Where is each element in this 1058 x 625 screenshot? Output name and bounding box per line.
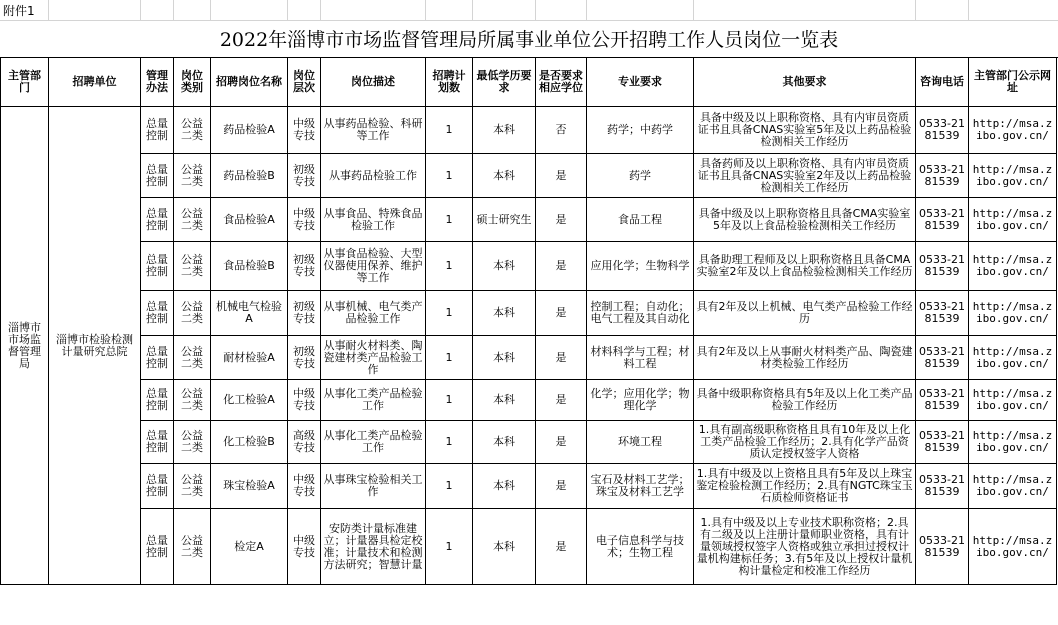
mgmt-cell: 总量控制: [141, 421, 174, 464]
col-header: 专业要求: [587, 58, 694, 107]
position-name-cell: 食品检验B: [211, 242, 288, 291]
level-cell: 高级专技: [288, 421, 321, 464]
education-cell: 本科: [473, 336, 536, 380]
col-header: 岗位类别: [174, 58, 211, 107]
degree-cell: 否: [536, 107, 587, 154]
level-cell: 中级专技: [288, 380, 321, 421]
major-cell: 药学: [587, 154, 694, 198]
mgmt-cell: 总量控制: [141, 242, 174, 291]
category-cell: 公益二类: [174, 380, 211, 421]
degree-cell: 是: [536, 464, 587, 509]
phone-cell: 0533-2181539: [916, 421, 969, 464]
table-row: [1, 154, 1057, 198]
col-header: 岗位描述: [321, 58, 426, 107]
plan-count-cell: 1: [426, 242, 473, 291]
position-name-cell: 食品检验A: [211, 198, 288, 242]
table-row: [1, 198, 1057, 242]
position-name-cell: 药品检验B: [211, 154, 288, 198]
description-cell: 从事珠宝检验相关工作: [321, 464, 426, 509]
mgmt-cell: 总量控制: [141, 198, 174, 242]
url-cell: http://msa.zibo.gov.cn/: [969, 336, 1057, 380]
url-cell: http://msa.zibo.gov.cn/: [969, 380, 1057, 421]
table-row: [1, 509, 1057, 585]
other-requirements-cell: 具备中级及以上职称资格且具备CMA实验室5年及以上食品检验检测相关工作经历: [694, 198, 916, 242]
level-cell: 中级专技: [288, 509, 321, 585]
category-cell: 公益二类: [174, 509, 211, 585]
url-cell: http://msa.zibo.gov.cn/: [969, 291, 1057, 336]
category-cell: 公益二类: [174, 464, 211, 509]
unit-cell: 淄博市检验检测计量研究总院: [49, 107, 141, 585]
col-header: 是否要求相应学位: [536, 58, 587, 107]
education-cell: 本科: [473, 154, 536, 198]
col-header: 主管部门: [1, 58, 49, 107]
mgmt-cell: 总量控制: [141, 336, 174, 380]
col-header: 其他要求: [694, 58, 916, 107]
degree-cell: 是: [536, 242, 587, 291]
education-cell: 本科: [473, 509, 536, 585]
phone-cell: 0533-2181539: [916, 291, 969, 336]
plan-count-cell: 1: [426, 154, 473, 198]
major-cell: 化学；应用化学；物理化学: [587, 380, 694, 421]
description-cell: 从事化工类产品检验工作: [321, 380, 426, 421]
table-row: [1, 336, 1057, 380]
col-header: 管理办法: [141, 58, 174, 107]
major-cell: 控制工程；自动化；电气工程及其自动化: [587, 291, 694, 336]
description-cell: 安防类计量标准建立；计量器具检定校准；计量技术和检测方法研究；智慧计量: [321, 509, 426, 585]
mgmt-cell: 总量控制: [141, 509, 174, 585]
table-row: [1, 421, 1057, 464]
category-cell: 公益二类: [174, 421, 211, 464]
degree-cell: 是: [536, 198, 587, 242]
category-cell: 公益二类: [174, 242, 211, 291]
url-cell: http://msa.zibo.gov.cn/: [969, 242, 1057, 291]
plan-count-cell: 1: [426, 464, 473, 509]
col-header: 主管部门公示网址: [969, 58, 1057, 107]
major-cell: 环境工程: [587, 421, 694, 464]
position-name-cell: 药品检验A: [211, 107, 288, 154]
col-header: 招聘单位: [49, 58, 141, 107]
plan-count-cell: 1: [426, 421, 473, 464]
major-cell: 食品工程: [587, 198, 694, 242]
url-cell: http://msa.zibo.gov.cn/: [969, 107, 1057, 154]
major-cell: 材料科学与工程；材料工程: [587, 336, 694, 380]
degree-cell: 是: [536, 291, 587, 336]
phone-cell: 0533-2181539: [916, 107, 969, 154]
level-cell: 初级专技: [288, 336, 321, 380]
plan-count-cell: 1: [426, 198, 473, 242]
category-cell: 公益二类: [174, 336, 211, 380]
description-cell: 从事耐火材料类、陶瓷建材类产品检验工作: [321, 336, 426, 380]
col-header: 咨询电话: [916, 58, 969, 107]
mgmt-cell: 总量控制: [141, 107, 174, 154]
url-cell: http://msa.zibo.gov.cn/: [969, 421, 1057, 464]
col-header: 岗位层次: [288, 58, 321, 107]
col-header: 招聘岗位名称: [211, 58, 288, 107]
level-cell: 初级专技: [288, 242, 321, 291]
level-cell: 中级专技: [288, 107, 321, 154]
education-cell: 本科: [473, 107, 536, 154]
education-cell: 本科: [473, 291, 536, 336]
phone-cell: 0533-2181539: [916, 380, 969, 421]
category-cell: 公益二类: [174, 198, 211, 242]
category-cell: 公益二类: [174, 107, 211, 154]
education-cell: 本科: [473, 464, 536, 509]
description-cell: 从事机械、电气类产品检验工作: [321, 291, 426, 336]
table-row: [1, 464, 1057, 509]
other-requirements-cell: 1.具有副高级职称资格且具有10年及以上化工类产品检验工作经历；2.具有化学产品资质认定授权签字人资格: [694, 421, 916, 464]
degree-cell: 是: [536, 421, 587, 464]
major-cell: 应用化学；生物科学: [587, 242, 694, 291]
plan-count-cell: 1: [426, 291, 473, 336]
plan-count-cell: 1: [426, 336, 473, 380]
degree-cell: 是: [536, 380, 587, 421]
major-cell: 宝石及材料工艺学；珠宝及材料工艺学: [587, 464, 694, 509]
position-name-cell: 机械电气检验A: [211, 291, 288, 336]
attachment-label: 附件1: [3, 4, 35, 18]
level-cell: 初级专技: [288, 291, 321, 336]
description-cell: 从事药品检验工作: [321, 154, 426, 198]
description-cell: 从事药品检验、科研等工作: [321, 107, 426, 154]
education-cell: 本科: [473, 421, 536, 464]
url-cell: http://msa.zibo.gov.cn/: [969, 198, 1057, 242]
url-cell: http://msa.zibo.gov.cn/: [969, 464, 1057, 509]
mgmt-cell: 总量控制: [141, 380, 174, 421]
education-cell: 本科: [473, 380, 536, 421]
other-requirements-cell: 1.具有中级及以上资格且具有5年及以上珠宝鉴定检验检测工作经历；2.具有NGTC珠宝玉石质检师资格证书: [694, 464, 916, 509]
phone-cell: 0533-2181539: [916, 464, 969, 509]
education-cell: 本科: [473, 242, 536, 291]
position-name-cell: 检定A: [211, 509, 288, 585]
other-requirements-cell: 具备助理工程师及以上职称资格且具备CMA实验室2年及以上食品检验检测相关工作经历: [694, 242, 916, 291]
level-cell: 中级专技: [288, 198, 321, 242]
plan-count-cell: 1: [426, 380, 473, 421]
major-cell: 药学；中药学: [587, 107, 694, 154]
page-title: 2022年淄博市市场监督管理局所属事业单位公开招聘工作人员岗位一览表: [0, 20, 1058, 58]
position-name-cell: 耐材检验A: [211, 336, 288, 380]
col-header: 招聘计划数: [426, 58, 473, 107]
level-cell: 初级专技: [288, 154, 321, 198]
other-requirements-cell: 具备药师及以上职称资格、具有内审员资质证书且具备CNAS实验室2年及以上药品检验检测相关工作经历: [694, 154, 916, 198]
description-cell: 从事食品、特殊食品检验工作: [321, 198, 426, 242]
mgmt-cell: 总量控制: [141, 464, 174, 509]
phone-cell: 0533-2181539: [916, 154, 969, 198]
other-requirements-cell: 1.具有中级及以上专业技术职称资格；2.具有二级及以上注册计量师职业资格，具有计量领域授权签字人资格或独立承担过授权计量机构建标任务；3.有5年及以上授权计量机构计量检定和校准工作经历: [694, 509, 916, 585]
header-row: [1, 58, 1057, 107]
url-cell: http://msa.zibo.gov.cn/: [969, 509, 1057, 585]
plan-count-cell: 1: [426, 509, 473, 585]
description-cell: 从事食品检验、大型仪器使用保养、维护等工作: [321, 242, 426, 291]
major-cell: 电子信息科学与技术；生物工程: [587, 509, 694, 585]
other-requirements-cell: 具有2年及以上从事耐火材料类产品、陶瓷建材类检验工作经历: [694, 336, 916, 380]
other-requirements-cell: 具备中级职称资格具有5年及以上化工类产品检验工作经历: [694, 380, 916, 421]
col-header: 最低学历要求: [473, 58, 536, 107]
other-requirements-cell: 具有2年及以上机械、电气类产品检验工作经历: [694, 291, 916, 336]
mgmt-cell: 总量控制: [141, 291, 174, 336]
mgmt-cell: 总量控制: [141, 154, 174, 198]
degree-cell: 是: [536, 154, 587, 198]
category-cell: 公益二类: [174, 154, 211, 198]
department-cell: 淄博市市场监督管理局: [1, 107, 49, 585]
position-name-cell: 珠宝检验A: [211, 464, 288, 509]
phone-cell: 0533-2181539: [916, 336, 969, 380]
phone-cell: 0533-2181539: [916, 509, 969, 585]
positions-table: [0, 57, 1057, 585]
degree-cell: 是: [536, 509, 587, 585]
plan-count-cell: 1: [426, 107, 473, 154]
table-row: [1, 242, 1057, 291]
category-cell: 公益二类: [174, 291, 211, 336]
degree-cell: 是: [536, 336, 587, 380]
position-name-cell: 化工检验A: [211, 380, 288, 421]
phone-cell: 0533-2181539: [916, 198, 969, 242]
table-row: [1, 107, 1057, 154]
table-row: [1, 291, 1057, 336]
position-name-cell: 化工检验B: [211, 421, 288, 464]
table-row: [1, 380, 1057, 421]
url-cell: http://msa.zibo.gov.cn/: [969, 154, 1057, 198]
description-cell: 从事化工类产品检验工作: [321, 421, 426, 464]
level-cell: 中级专技: [288, 464, 321, 509]
phone-cell: 0533-2181539: [916, 242, 969, 291]
other-requirements-cell: 具备中级及以上职称资格、具有内审员资质证书且具备CNAS实验室5年及以上药品检验检测相关工作经历: [694, 107, 916, 154]
attachment-row: [0, 0, 1058, 21]
education-cell: 硕士研究生: [473, 198, 536, 242]
